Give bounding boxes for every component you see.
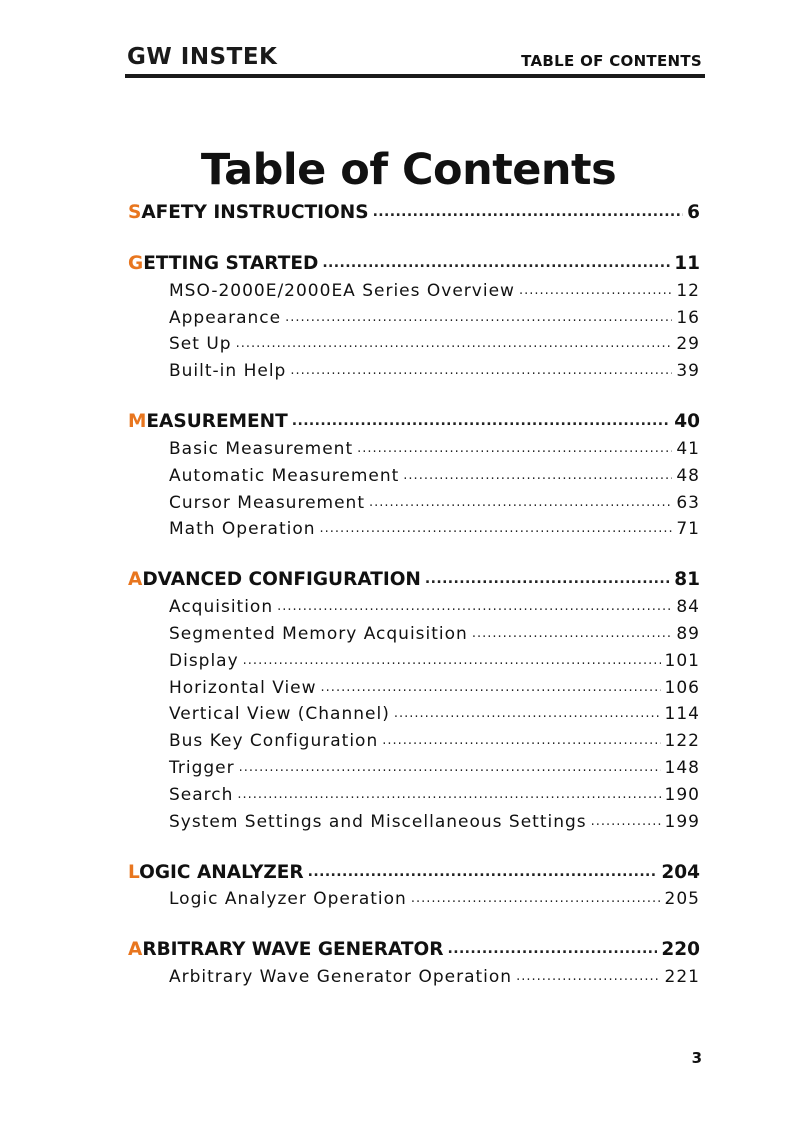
item-page: 39: [676, 361, 700, 382]
toc-section: [128, 933, 700, 987]
toc-chapter-link[interactable]: [128, 933, 700, 960]
toc-chapter-link[interactable]: [128, 856, 700, 883]
header-divider: [125, 74, 705, 78]
dot-leader: [357, 441, 672, 455]
toc-item-link[interactable]: [128, 590, 700, 617]
toc-item-link[interactable]: [128, 301, 700, 328]
item-title: Appearance: [169, 307, 282, 328]
item-title: Math Operation: [169, 519, 316, 540]
dot-leader: [519, 283, 672, 297]
chapter-title-rest: RBITRARY WAVE GENERATOR: [142, 939, 444, 961]
chapter-title-rest: AFETY INSTRUCTIONS: [141, 202, 369, 223]
dot-leader: [373, 205, 684, 219]
item-page: 101: [664, 650, 700, 671]
chapter-title: [128, 411, 288, 432]
toc-section: [128, 563, 700, 831]
toc-item-link[interactable]: [128, 274, 700, 301]
chapter-page: 81: [674, 569, 700, 591]
chapter-title: [128, 253, 318, 274]
toc-section: [128, 247, 700, 381]
item-title: Arbitrary Wave Generator Operation: [169, 967, 513, 988]
item-page: 84: [676, 597, 700, 618]
page-title: Table of Contents: [200, 144, 617, 195]
toc-item-link[interactable]: [128, 513, 700, 540]
chapter-page: 40: [674, 411, 700, 433]
dot-leader: [321, 680, 661, 694]
item-page: 114: [664, 704, 700, 725]
item-title: System Settings and Miscellaneous Settings: [169, 811, 587, 832]
item-title: Search: [169, 784, 234, 805]
chapter-title-rest: ETTING STARTED: [143, 253, 319, 274]
item-title: Segmented Memory Acquisition: [169, 623, 468, 644]
toc-chapter-link[interactable]: [128, 563, 700, 590]
chapter-title-rest: EASUREMENT: [146, 411, 288, 433]
toc-item-link[interactable]: [128, 671, 700, 698]
item-title: Display: [169, 650, 239, 671]
toc-section: [128, 405, 700, 539]
dot-leader: [277, 599, 672, 613]
item-page: 199: [664, 811, 700, 832]
dot-leader: [243, 653, 661, 667]
item-page: 89: [676, 623, 700, 644]
item-title: Cursor Measurement: [169, 492, 365, 513]
chapter-title: [128, 202, 369, 223]
dot-leader: [290, 363, 672, 377]
item-page: 205: [664, 889, 700, 910]
item-page: 48: [676, 465, 700, 486]
toc-item-link[interactable]: [128, 778, 700, 805]
dot-leader: [320, 521, 673, 535]
toc-section: [128, 856, 700, 910]
chapter-title-rest: DVANCED CONFIGURATION: [142, 569, 421, 591]
item-page: 122: [664, 731, 700, 752]
item-title: Trigger: [169, 757, 235, 778]
dot-leader: [239, 760, 661, 774]
dot-leader: [403, 468, 672, 482]
chapter-page: 11: [674, 253, 700, 274]
item-title: Automatic Measurement: [169, 465, 400, 486]
toc-item-link[interactable]: [128, 644, 700, 671]
item-page: 16: [676, 307, 700, 328]
dot-leader: [411, 891, 661, 905]
item-page: 106: [664, 677, 700, 698]
item-page: 190: [664, 784, 700, 805]
toc-item-link[interactable]: [128, 328, 700, 355]
chapter-initial: A: [128, 939, 143, 961]
toc-chapter-link[interactable]: [128, 405, 700, 432]
page-number: 3: [691, 1049, 702, 1067]
dot-leader: [308, 865, 658, 879]
toc-item-link[interactable]: [128, 432, 700, 459]
chapter-page: 220: [661, 939, 700, 961]
toc-chapter-link[interactable]: [128, 247, 700, 274]
chapter-page: 6: [687, 202, 700, 223]
chapter-title: [128, 569, 421, 590]
running-header: TABLE OF CONTENTS: [521, 52, 702, 70]
item-page: 41: [676, 438, 700, 459]
item-title: Basic Measurement: [169, 438, 354, 459]
item-title: Bus Key Configuration: [169, 731, 379, 752]
toc-section: [128, 196, 700, 223]
toc-item-link[interactable]: [128, 617, 700, 644]
toc-item-link[interactable]: [128, 459, 700, 486]
dot-leader: [425, 572, 670, 586]
brand-logo: GW INSTEK: [127, 44, 278, 70]
chapter-initial: L: [128, 861, 140, 883]
toc-item-link[interactable]: [128, 486, 700, 513]
toc-chapter-link[interactable]: [128, 196, 700, 223]
item-title: Vertical View (Channel): [169, 704, 390, 725]
item-page: 29: [676, 334, 700, 355]
item-title: Set Up: [169, 334, 232, 355]
item-page: 221: [664, 967, 700, 988]
chapter-initial: M: [128, 411, 147, 433]
chapter-title: [128, 939, 444, 960]
toc-item-link[interactable]: [128, 354, 700, 381]
item-title: Horizontal View: [169, 677, 317, 698]
chapter-title-rest: OGIC ANALYZER: [139, 861, 304, 883]
item-title: MSO-2000E/2000EA Series Overview: [169, 280, 515, 301]
dot-leader: [394, 706, 661, 720]
dot-leader: [369, 495, 672, 509]
chapter-title: [128, 862, 304, 883]
dot-leader: [448, 942, 658, 956]
item-page: 148: [664, 757, 700, 778]
toc-item-link[interactable]: [128, 960, 700, 987]
item-title: Built-in Help: [169, 361, 287, 382]
dot-leader: [322, 256, 670, 270]
chapter-page: 204: [661, 861, 700, 883]
toc-item-link[interactable]: [128, 751, 700, 778]
item-page: 12: [676, 280, 700, 301]
toc-item-link[interactable]: [128, 805, 700, 832]
chapter-initial: S: [128, 202, 142, 223]
item-page: 71: [676, 519, 700, 540]
item-title: Logic Analyzer Operation: [169, 889, 407, 910]
toc-item-link[interactable]: [128, 698, 700, 725]
dot-leader: [591, 814, 661, 828]
chapter-initial: G: [128, 253, 144, 274]
dot-leader: [292, 414, 670, 428]
dot-leader: [472, 626, 673, 640]
item-title: Acquisition: [169, 597, 274, 618]
dot-leader: [382, 733, 660, 747]
toc-item-link[interactable]: [128, 724, 700, 751]
dot-leader: [516, 969, 660, 983]
toc-item-link[interactable]: [128, 883, 700, 910]
item-page: 63: [676, 492, 700, 513]
dot-leader: [285, 310, 672, 324]
chapter-initial: A: [128, 569, 143, 591]
dot-leader: [236, 336, 673, 350]
dot-leader: [237, 787, 660, 801]
table-of-contents: [128, 196, 700, 1011]
